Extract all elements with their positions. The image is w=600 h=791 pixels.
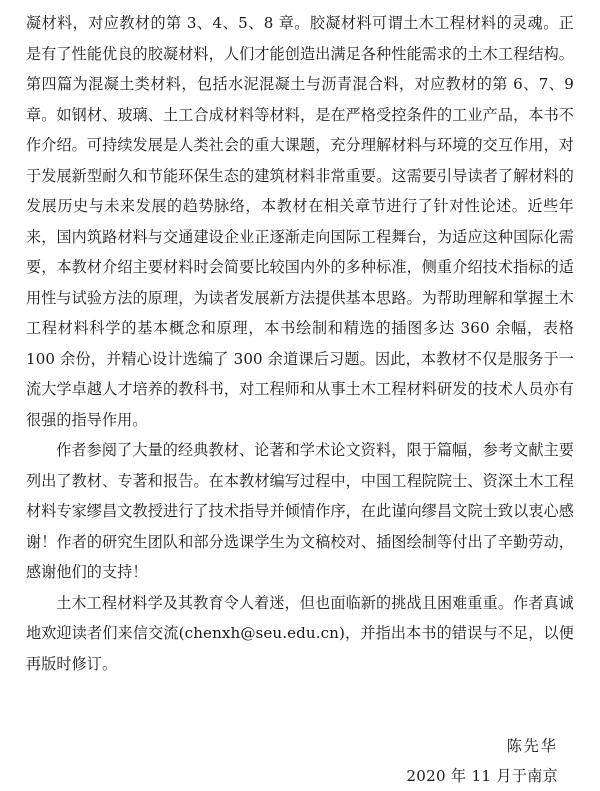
paragraph-1: 凝材料，对应教材的第 3、4、5、8 章。胶凝材料可谓土木工程材料的灵魂。正是有了性能优良的胶凝材料，人们才能创造出满足各种性能需求的土木工程结构。第四篇为混凝土类材料，包括水泥混凝土与沥青混合料，对应教材的第 6、7、9 章。如钢材、玻璃、土工合成材料等材料，是在严格受控条件的工业产品，本书不作介绍。可持续发展是人类社会的重大课题，充分理解材料与环境的交互作用，对于发展新型耐久和节能环保生态的建筑材料非常重要。这需要引导读者了解材料的发展历史与未来发展的趋势脉络，本教材在相关章节进行了针对性论述。近些年来，国内筑路材料与交通建设企业正逐渐走向国际工程舞台，为适应这种国际化需要，本教材介绍主要材料时会简要比较国内外的多种标准，侧重介绍技术指标的适用性与试验方法的原理，为读者发展新方法提供基本思路。为帮助理解和掌握土木工程材料科学的基本概念和原理，本书绘制和精选的插图多达 360 余幅，表格 100 余份，并精心设计选编了 300 余道课后习题。因此，本教材不仅是服务于一流大学卓越人才培养的教科书，对工程师和从事土木工程材料研发的技术人员亦有很强的指导作用。	[26, 14, 574, 429]
signature-block	[26, 731, 574, 791]
paragraph-2: 作者参阅了大量的经典教材、论著和学术论文资料，限于篇幅，参考文献主要列出了教材、专著和报告。在本教材编写过程中，中国工程院院士、资深土木工程材料专家缪昌文教授进行了技术指导并倾情作序，在此谨向缪昌文院士致以衷心感谢！作者的研究生团队和部分选课学生为文稿校对、插图绘制等付出了辛勤劳动，感谢他们的支持！	[26, 441, 574, 581]
author-signature: 陈先华	[506, 737, 558, 755]
paragraph-3: 土木工程材料学及其教育令人着迷，但也面临新的挑战且困难重重。作者真诚地欢迎读者们来信交流(chenxh@seu.edu.cn)，并指出本书的错误与不足，以便再版时修订。	[26, 593, 574, 673]
signature-date: 2020 年 11 月于南京	[406, 767, 558, 785]
document-body	[26, 8, 574, 679]
